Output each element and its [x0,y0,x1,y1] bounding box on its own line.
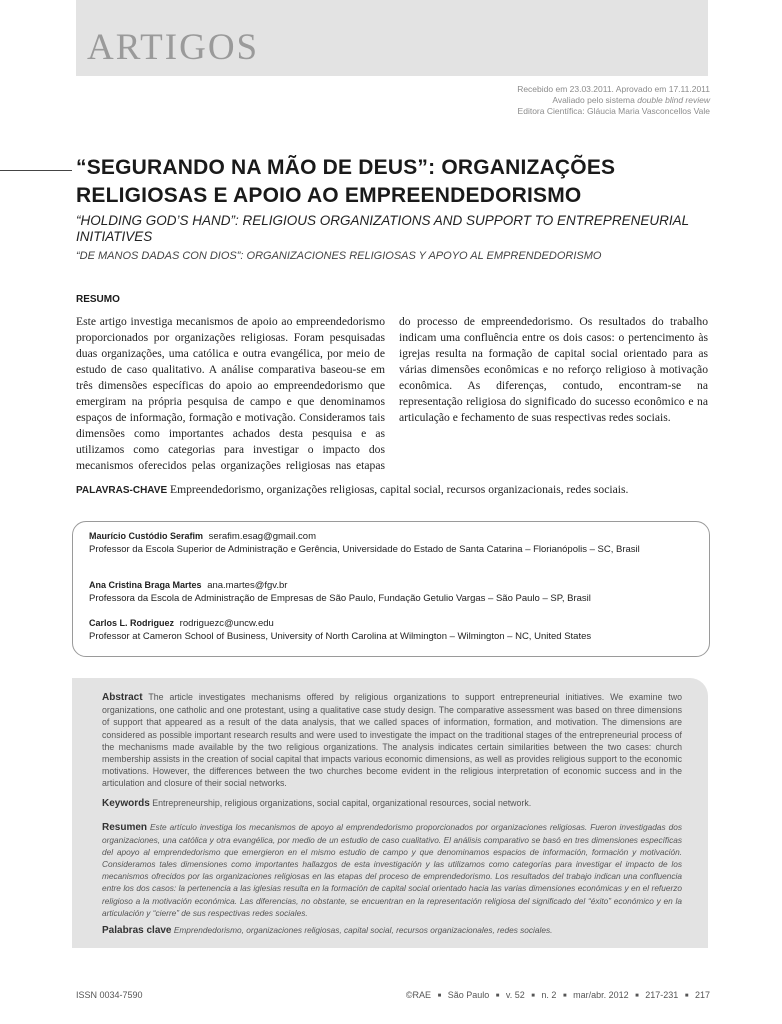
author-entry [89,530,689,556]
article-title-en: “HOLDING GOD’S HAND”: RELIGIOUS ORGANIZATIONS AND SUPPORT TO ENTREPRENEURIAL INITIATIVES [76,213,689,244]
review-system [517,95,710,106]
article-title-pt: “SEGURANDO NA MÃO DE DEUS”: ORGANIZAÇÕES RELIGIOSAS E APOIO AO EMPREENDEDORISMO [76,156,616,207]
author-affiliation: Professor at Cameron School of Business, University of North Carolina at Wilmington – Wilmington – NC, United States [89,631,592,642]
footer-volume: v. 52 [505,990,525,1000]
authors-box [72,521,710,657]
footer-journal: ©RAE [405,990,432,1000]
author-email[interactable]: ana.martes@fgv.br [207,580,288,591]
keywords-pt-text: Empreendedorismo, organizações religiosas, capital social, recursos organizacionais, redes sociais. [170,483,629,496]
abstract-text: The article investigates mechanisms offered by religious organizations to support entrepreneurial initiatives. We examine two organizations, one catholic and one protestant, using a qualitative case study design. The comparative assessment was based on three dimensions of support that appeared as a result of the data analysis, that we called spaces of information, formation, and motivation. The dimensions are considered as possible important research results and were used to investigate the impact on the traditional stages of the entrepreneurial process of the mechanisms made available by the two religious organizations. The analysis indicates certain similarities between the two cases: church membership assists in the creation of social capital that impacts various economic dimensions, as well as provides religious support to the economic motivations. However, the differences between the two churches become evident in the religious interpretation of economic success and in the articulation and closure of their social networks. [102,692,682,789]
section-label: ARTIGOS [87,27,260,68]
article-title-es: “DE MANOS DADAS CON DIOS”: ORGANIZACIONES RELIGIOSAS Y APOYO AL EMPRENDEDORISMO [76,250,602,262]
separator-square-icon: ■ [562,993,567,999]
separator-square-icon: ■ [684,993,689,999]
keywords-en-text: Entrepreneurship, religious organizations, social capital, organizational resources, social network. [152,798,532,808]
keywords-pt-label: PALAVRAS-CHAVE [76,485,168,496]
author-entry [89,579,689,605]
author-email[interactable]: rodriguezc@uncw.edu [179,618,274,629]
separator-square-icon: ■ [495,993,500,999]
palabras-clave [102,924,682,937]
separator-square-icon: ■ [437,993,442,999]
author-name: Ana Cristina Braga Martes [89,580,202,590]
separator-square-icon: ■ [635,993,639,999]
footer-issn: ISSN 0034-7590 [76,990,143,1000]
abstract-en [102,691,682,790]
resumo-heading: RESUMO [76,294,120,305]
author-entry [89,617,689,643]
review-system-name: double blind review [637,95,710,105]
footer-citation [406,990,710,1000]
footer-page-number: 217 [694,990,710,1000]
resumen-text: Este artículo investiga los mecanismos de apoyo al emprendedorismo proporcionados por organizaciones religiosas. Fueron investigadas dos organizaciones, una católica y otra evangélica, por medio de un estudio de caso cualitativo. El análisis comparativo se basó en tres dimensiones específicas del apoyo al emprendedorismo que emergieron en el mismo estudio de campo y que denominamos espacios de información, formación y motivación. Consideramos tales dimensiones como importantes hallazgos de esta investigación y las utilizamos como categorías para investigar el impacto de los mecanismos ofrecidos por las organizaciones religiosas en las etapas del proceso de emprendedorismo. Los resultados del trabajo indican una confluencia entre los dos casos: la pertenencia a las iglesias resulta en la formación de capital social orientado hacia las varias dimensiones económicas y en el refuerzo religioso a la motivación económica. Las diferencias, no obstante, se encuentran en la representación religiosa del significado del “éxito” económico y en la articulación y “cierre” de sus respectivas redes sociales. [102,822,682,918]
author-name: Maurício Custódio Serafim [89,531,204,541]
palabras-clave-text: Emprendedorismo, organizaciones religiosas, capital social, recursos organizacionales, redes sociales. [173,925,553,935]
keywords-pt [76,483,716,496]
review-prefix: Avaliado pelo sistema [552,95,635,105]
title-rule [0,170,72,171]
palabras-clave-label: Palabras clave [102,925,172,936]
author-affiliation: Professora da Escola de Administração de Empresas de São Paulo, Fundação Getulio Vargas – São Paulo – SP, Brasil [89,593,591,604]
footer-number: n. 2 [541,990,557,1000]
resumo-text: Este artigo investiga mecanismos de apoio ao empreendedorismo proporcionados por organizações religiosas. Foram pesquisadas duas organizações, uma católica e outra evangélica, por meio de estudo de caso qualitativo. A análise comparativa baseou-se em três dimensões específicas do apoio ao empreendedorismo que emergiram na própria pesquisa de campo e que denominamos espaços de informação, formação e motivação. Consideramos tais dimensões como importantes achados desta pesquisa e as utilizamos como categorias para investigar o impacto dos mecanismos oferecidos pelas organizações religiosas nas etapas do processo de empreendedorismo. Os resultados do trabalho indicam uma confluência entre os dois casos: o pertencimento às igrejas resulta na formação de capital social orientado para as várias dimensões econômicas e no reforço religioso à motivação econômica. As diferenças, contudo, encontram-se na representação religiosa do significado do sucesso econômico e na articulação e fechamento de suas respectivas redes sociais. [76,315,708,472]
abstract-label: Abstract [102,692,143,703]
footer-pages: 217-231 [645,990,679,1000]
footer-date: mar/abr. 2012 [573,990,629,1000]
footer-city: São Paulo [447,990,490,1000]
scientific-editor: Editora Científica: Gláucia Maria Vasconcellos Vale [517,106,710,116]
resumen-es [102,821,682,919]
keywords-en [102,797,682,810]
keywords-en-label: Keywords [102,798,150,809]
received-approved-dates: Recebido em 23.03.2011. Aprovado em 17.11.2011 [517,84,710,94]
author-affiliation: Professor da Escola Superior de Administração e Gerência, Universidade do Estado de Santa Catarina – Florianópolis – SC, Brasil [89,544,640,555]
separator-square-icon: ■ [531,993,535,999]
resumen-label: Resumen [102,822,148,833]
submission-metadata [517,84,710,117]
author-name: Carlos L. Rodriguez [89,618,175,628]
author-email[interactable]: serafim.esag@gmail.com [208,531,316,542]
abstract-box [72,678,708,948]
